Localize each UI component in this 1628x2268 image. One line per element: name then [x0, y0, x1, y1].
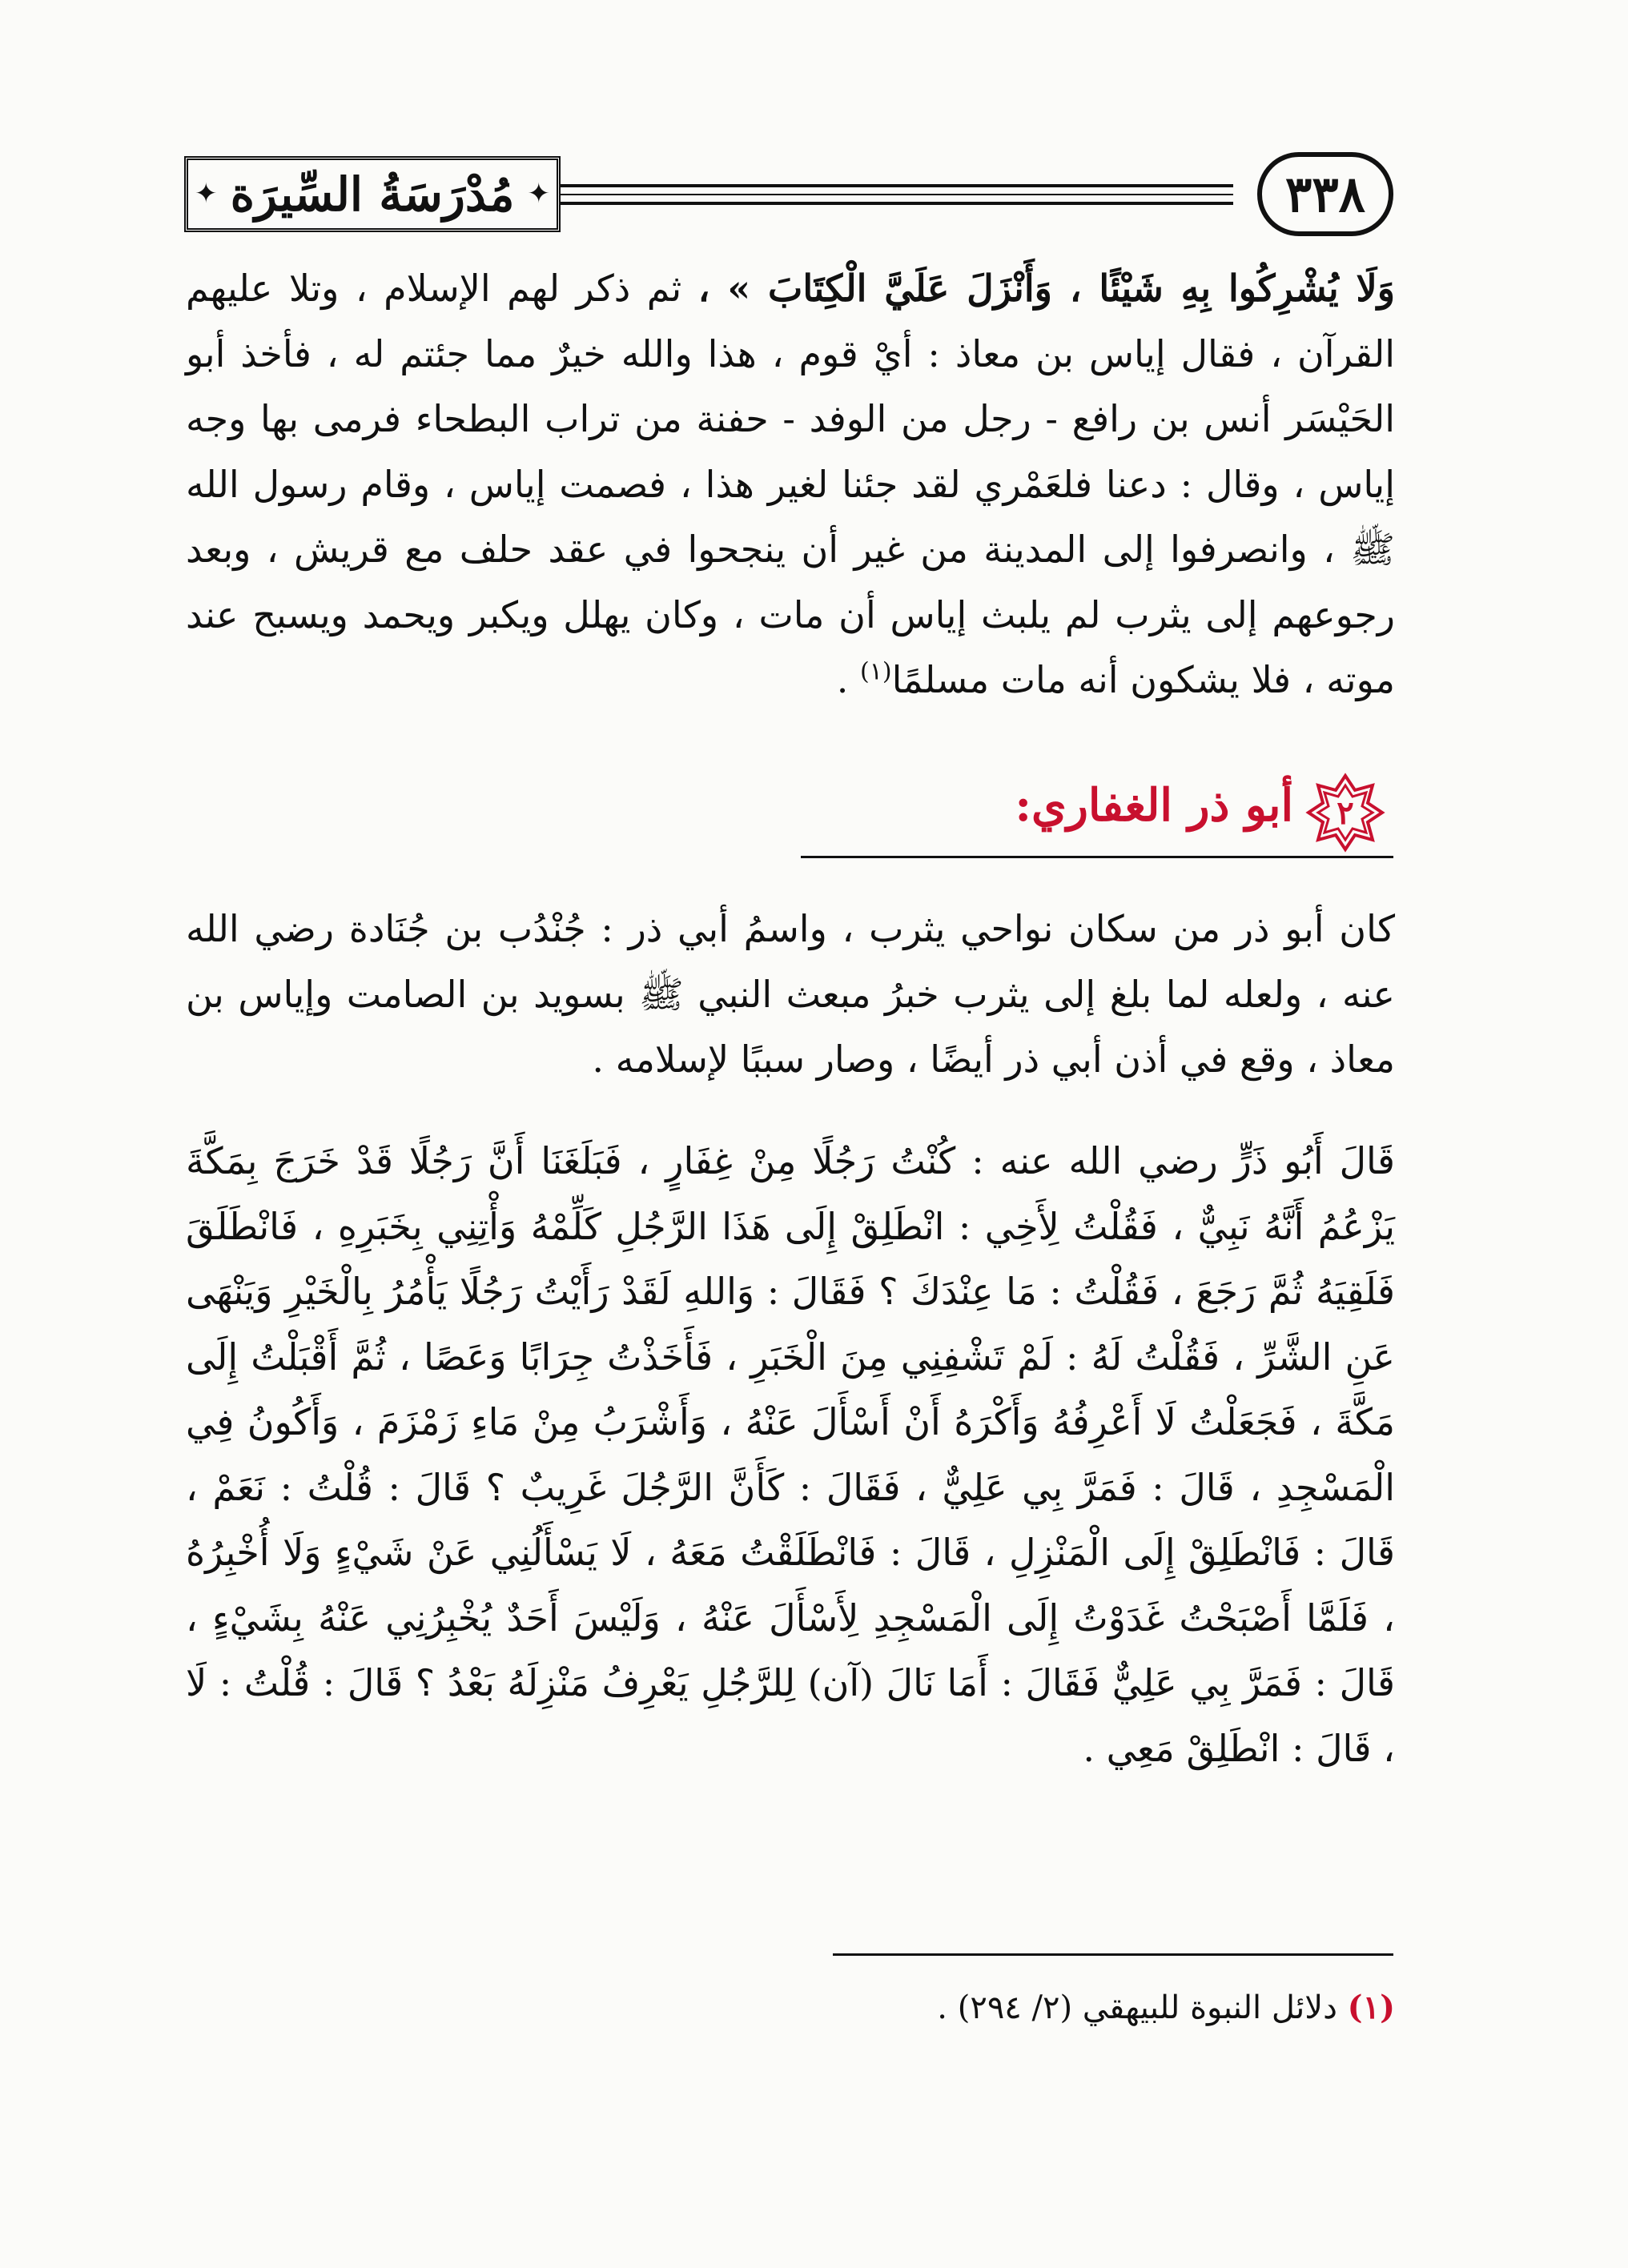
quran-quote: وَلَا يُشْرِكُوا بِهِ شَيْئًا ، وَأَنْزَلَ عَلَيَّ الْكِتَابَ » ،	[697, 267, 1395, 310]
footnote-number: (١)	[1347, 1989, 1395, 2026]
paragraph-1	[186, 256, 1395, 713]
paragraph-2: كان أبو ذر من سكان نواحي يثرب ، واسمُ أبي ذر : جُنْدُب بن جُنَادة رضي الله عنه ، ولعله لما بلغ إلى يثرب خبرُ مبعث النبي ﷺ بسويد بن الصامت وإياس بن معاذ ، وقع في أذن أبي ذر أيضًا ، وصار سببًا لإسلامه .	[186, 907, 1395, 1081]
page-number: ٣٣٨	[1285, 165, 1365, 223]
hadith-quote: كُنْتُ رَجُلًا مِنْ غِفَارٍ ، فَبَلَغَنَا أَنَّ رَجُلًا قَدْ خَرَجَ بِمَكَّةَ يَزْعُمُ أَنَّهُ نَبِيٌّ ، فَقُلْتُ لِأَخِي : انْطَلِقْ إِلَى هَذَا الرَّجُلِ كَلِّمْهُ وَأْتِنِي بِخَبَرِهِ ، فَانْطَلَقَ فَلَقِيَهُ ثُمَّ رَجَعَ ، فَقُلْتُ : مَا عِنْدَكَ ؟ فَقَالَ : وَاللهِ لَقَدْ رَأَيْتُ رَجُلًا يَأْمُرُ بِالْخَيْرِ وَيَنْهَى عَنِ الشَّرِّ ، فَقُلْتُ لَهُ : لَمْ تَشْفِنِي مِنَ الْخَبَرِ ، فَأَخَذْتُ جِرَابًا وَعَصًا ، ثُمَّ أَقْبَلْتُ إِلَى مَكَّةَ ، فَجَعَلْتُ لَا أَعْرِفُهُ وَأَكْرَهُ أَنْ أَسْأَلَ عَنْهُ ، وَأَشْرَبُ مِنْ مَاءِ زَمْزَمَ ، وَأَكُونُ فِي الْمَسْجِدِ ، قَالَ : فَمَرَّ بِي عَلِيٌّ ، فَقَالَ : كَأَنَّ الرَّجُلَ غَرِيبٌ ؟ قَالَ : قُلْتُ : نَعَمْ ، قَالَ : فَانْطَلِقْ إِلَى الْمَنْزِلِ ، قَالَ : فَانْطَلَقْتُ مَعَهُ ، لَا يَسْأَلُنِي عَنْ شَيْءٍ وَلَا أُخْبِرُهُ ، فَلَمَّا أَصْبَحْتُ غَدَوْتُ إِلَى الْمَسْجِدِ لِأَسْأَلَ عَنْهُ ، وَلَيْسَ أَحَدٌ يُخْبِرُنِي عَنْهُ بِشَيْءٍ ، قَالَ : فَمَرَّ بِي عَلِيٌّ فَقَالَ : أَمَا نَالَ (آن) لِلرَّجُلِ يَعْرِفُ مَنْزِلَهُ بَعْدُ ؟ قَالَ : قُلْتُ : لَا ، قَالَ : انْطَلِقْ مَعِي .	[186, 1139, 1395, 1770]
section-title: أبو ذر الغفاري:	[1015, 779, 1293, 832]
paragraph-1-text: ثم ذكر لهم الإسلام ، وتلا عليهم القرآن ، فقال إياس بن معاذ : أيْ قوم ، هذا والله خيرٌ مما جئتم له ، فأخذ أبو الحَيْسَر أنس بن رافع - رجل من الوفد - حفنة من تراب البطحاء فرمى بها وجه إياس ، وقال : دعنا فلعَمْري لقد جئنا لغير هذا ، فصمت إياس ، وقام رسول الله ﷺ ، وانصرفوا إلى المدينة من غير أن ينجحوا في عقد حلف مع قريش ، وبعد رجوعهم إلى يثرب لم يلبث إياس أن مات ، وكان يهلل ويكبر ويحمد ويسبح عند موته ، فلا يشكون أنه مات مسلمًا	[186, 267, 1395, 701]
section-underline	[801, 856, 1393, 858]
footnote-marker: (١)	[860, 657, 892, 686]
hadith-intro: قَالَ أَبُو ذَرٍّ رضي الله عنه :	[971, 1139, 1395, 1182]
section-number: ٢	[1337, 794, 1354, 832]
page-header	[184, 152, 1393, 240]
footnote-separator	[833, 1953, 1393, 1956]
book-title-frame	[184, 156, 561, 232]
paragraph-3	[186, 1129, 1395, 1781]
footnote-text: دلائل النبوة للبيهقي (٢/ ٢٩٤) .	[937, 1989, 1337, 2026]
page-number-frame	[1257, 152, 1393, 236]
book-title: ✦ مُدْرَسَةُ السِّيرَة	[230, 167, 515, 222]
section-heading-block	[801, 773, 1393, 865]
section-star-badge	[1305, 773, 1385, 853]
paragraph-1-end: .	[836, 658, 849, 701]
footnote	[186, 1984, 1395, 2032]
